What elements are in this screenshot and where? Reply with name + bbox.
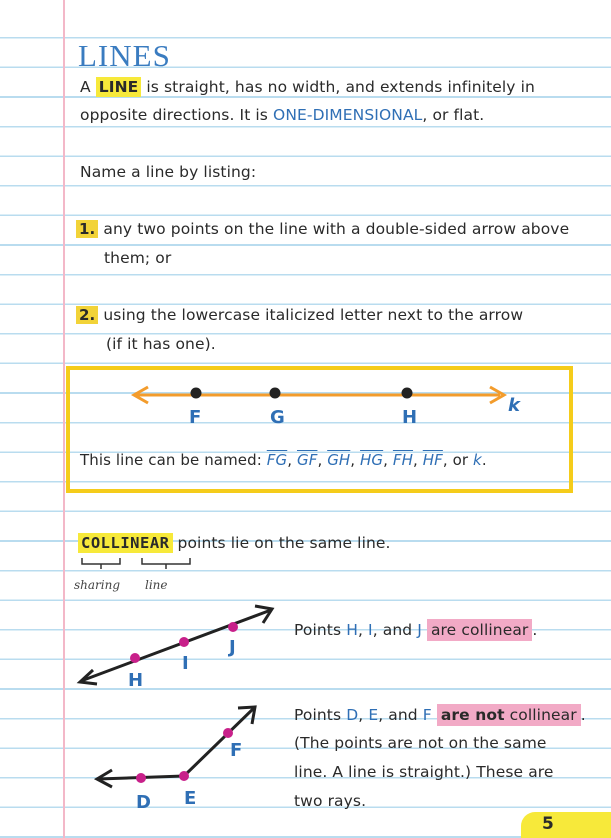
ray-ef [184,708,254,776]
term-line-highlight: LINE [96,77,142,97]
fig2-line-4: two rays. [294,792,367,810]
fig2-p3: F [422,706,432,724]
notebook-margin-line [63,0,65,838]
item-2-line2: (if it has one). [106,335,216,353]
point-h-dot [402,388,413,399]
collinear-figure [75,600,285,690]
fig1-end: . [532,621,538,639]
fig1-and: , and [372,621,413,639]
example-caption: This line can be named: $\overline{FG}$, $\overline{GF}$, $\overline{GH}$, $\overline{HG}$, $\overline{FH}$, $\overline{HF}$, or k. [80,451,487,469]
fig2-p1: D [346,706,359,724]
figure1-caption [294,621,537,639]
point-d-fig2 [136,773,146,783]
fig1-label-i: I [182,653,189,674]
fig1-label-j: J [229,637,236,658]
brace-label-line: line [145,578,168,592]
fig1-pre: Points [294,621,342,639]
fig2-line-3: line. A line is straight.) These are [294,763,554,781]
point-g-dot [270,388,281,399]
item-1-line1: any two points on the line with a double-sided arrow above [103,220,570,238]
collinear-definition [78,534,391,552]
term-collinear-highlight: COLLINEAR [78,533,173,553]
intro-line2-post: , or flat. [422,106,485,124]
item-1-line2: them; or [104,249,172,267]
label-h: H [402,407,418,428]
caption-pre: This line can be named: [80,451,262,469]
list-item-2 [76,306,523,324]
fig2-label-f: F [230,740,243,761]
point-j-fig1 [228,622,238,632]
name-gf: $\overline{GF}$ [296,451,318,469]
fig1-label-h: H [128,670,144,691]
point-f-dot [191,388,202,399]
name-hf: $\overline{HF}$ [422,451,443,469]
name-k: k [473,451,482,469]
fig2-p2: E [368,706,379,724]
list-item-1 [76,220,569,238]
fig2-bold: are not [440,706,505,724]
fig2-pre: Points [294,706,342,724]
fig2-line-2: (The points are not on the same [294,734,547,752]
label-k: k [508,395,520,416]
page-number-tab [521,812,611,838]
item-2-line1: using the lowercase italicized letter next to the arrow [103,306,524,324]
name-hg: $\overline{HG}$ [360,451,384,469]
are-collinear-highlight: are collinear [427,619,532,641]
fig2-end: . [580,706,586,724]
line-fgh-figure [120,378,530,418]
point-i-fig1 [179,637,189,647]
collinear-line [81,610,271,681]
fig1-p1: H [346,621,358,639]
fig1-p2: I [368,621,373,639]
name-fg: $\overline{FG}$ [266,451,288,469]
page-number: 5 [542,814,554,834]
intro-pre: A [80,78,91,96]
braces-figure [78,556,198,572]
intro-line-1 [80,78,535,96]
label-g: G [270,407,285,428]
label-f: F [189,407,202,428]
fig2-label-e: E [184,788,197,809]
fig2-and: , and [378,706,418,724]
brace-line [142,558,190,569]
figure2-caption-line1: Points D, E, and F are not collinear . [294,706,586,724]
fig2-hl-rest: collinear [509,706,577,724]
are-not-collinear-highlight [437,704,581,726]
item-1-number: 1. [76,220,98,238]
collinear-rest: points lie on the same line. [177,534,391,552]
intro-line2-pre: opposite directions. It is [80,106,268,124]
item-2-number: 2. [76,306,98,324]
fig1-sep: , [357,621,363,639]
name-line-text: Name a line by listing: [80,163,257,181]
page-title: LINES [78,38,171,73]
point-f-fig2 [223,728,233,738]
caption-end: . [481,451,487,469]
intro-post1: is straight, has no width, and extends infinitely in [146,78,535,96]
brace-label-sharing: sharing [74,578,121,592]
intro-line-2 [80,106,484,124]
caption-or: or [452,451,469,469]
name-gh: $\overline{GH}$ [327,451,351,469]
point-e-fig2 [179,771,189,781]
name-fh: $\overline{FH}$ [392,451,414,469]
point-h-fig1 [130,653,140,663]
term-one-dimensional: ONE-DIMENSIONAL [273,106,423,124]
brace-sharing [82,558,120,569]
fig2-label-d: D [136,792,151,813]
fig1-p3: J [417,621,422,639]
